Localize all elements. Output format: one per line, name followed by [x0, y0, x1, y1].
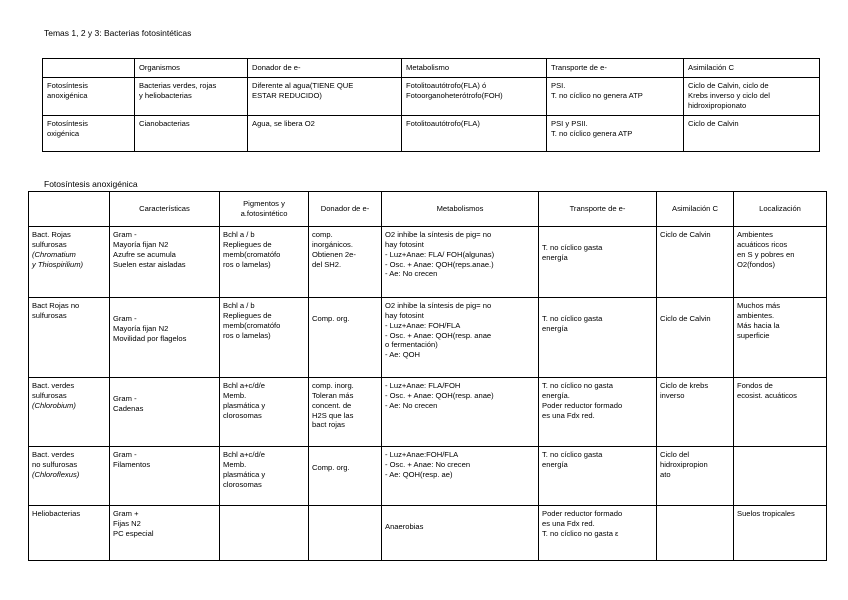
text-line: Ciclo de Calvin [688, 119, 739, 128]
text-line: Fondos de [737, 381, 773, 390]
text-line: acuáticos ricos [737, 239, 788, 249]
summary-header-row [43, 59, 820, 78]
text-line: Mayoría fijan N2 [113, 239, 169, 249]
text-line: y heliobacterias [139, 90, 192, 100]
text-line: clorosomas [223, 479, 262, 489]
text-line: Poder reductor formado [542, 400, 623, 410]
text-line: Krebs inverso y ciclo del [688, 90, 770, 100]
text-line: es una Fdx red. [542, 410, 595, 420]
transporte-cell [539, 506, 657, 561]
donador-cell [309, 506, 382, 561]
species-line: y Thiospirilium) [32, 259, 84, 269]
document-title: Temas 1, 2 y 3: Bacterias fotosintéticas [44, 28, 192, 38]
text-line: Comp. org. [312, 314, 350, 323]
text-line: sulfurosas [32, 239, 67, 249]
text-line: sulfurosas [32, 310, 67, 320]
text-line: Ciclo de Calvin [660, 314, 711, 323]
text-line: T. no cíclico gasta [542, 243, 603, 252]
text-line: inverso [660, 390, 685, 400]
text-line: Bacterias verdes, rojas [139, 81, 217, 90]
text-line: - Osc. + Anae: QOH(resp. anae) [385, 390, 494, 400]
summary-header-cell: Asimilación C [684, 59, 820, 78]
text-line: Azufre se acumula [113, 249, 176, 259]
transporte-cell [547, 116, 684, 152]
asimilacion-cell [657, 378, 734, 447]
text-line: Toleran más [312, 390, 354, 400]
summary-row [43, 116, 820, 152]
donador-cell [309, 227, 382, 298]
caracteristicas-cell [110, 447, 220, 506]
transporte-cell [539, 227, 657, 298]
text-line: ros o lamelas) [223, 330, 271, 340]
text-line: Comp. org. [312, 463, 350, 472]
text-line: concent. de [312, 400, 352, 410]
anoxigenic-row [29, 227, 827, 298]
text-line: ato [660, 469, 671, 479]
row-name-cell [43, 78, 135, 116]
text-line: hay fotosint [385, 239, 424, 249]
text-line: - Osc. + Anae: No crecen [385, 459, 471, 469]
text-line: Diferente al agua(TIENE QUE [252, 81, 354, 90]
text-line: Gram - [113, 314, 137, 323]
text-line: Bchl a / b [223, 301, 255, 310]
text-line: no sulfurosas [32, 459, 78, 469]
text-line: T. no cíclico gasta [542, 314, 603, 323]
localizacion-cell [734, 378, 827, 447]
text-line: Ambientes [737, 230, 773, 239]
text-line: - Luz+Anae: FLA/FOH [385, 381, 461, 390]
row-name-cell [29, 506, 110, 561]
donador-cell [248, 116, 402, 152]
text-line: - Ae: No crecen [385, 400, 438, 410]
asimilacion-cell [657, 506, 734, 561]
asimilacion-cell [657, 298, 734, 378]
anoxigenic-header-cell: Características [110, 192, 220, 227]
text-line: Bchl a / b [223, 230, 255, 239]
text-line: Fotosíntesis [47, 81, 88, 90]
text-line: hidroxipropionato [688, 100, 747, 110]
text-line: PSI. [551, 81, 566, 90]
transporte-cell [539, 298, 657, 378]
text-line: ESTAR REDUCIDO) [252, 90, 322, 100]
text-line: T. no cíclico gasta [542, 450, 603, 459]
text-line: T. no cíclico no genera ATP [551, 90, 643, 100]
text-line: O2(fondos) [737, 259, 775, 269]
metabolismo-cell [402, 116, 547, 152]
text-line: Ciclo de Calvin, ciclo de [688, 81, 769, 90]
text-line: Gram - [113, 230, 137, 239]
text-line: Bact. verdes [32, 381, 75, 390]
row-name-cell [29, 378, 110, 447]
asimilacion-cell [684, 78, 820, 116]
text-line: energía [542, 459, 568, 469]
summary-header-cell [43, 59, 135, 78]
text-line: T. no cíclico genera ATP [551, 128, 633, 138]
text-line: ambientes. [737, 310, 775, 320]
text-line: - Luz+Anae: FLA/ FOH(algunas) [385, 249, 495, 259]
text-line: O2 inhibe la síntesis de pig= no [385, 301, 492, 310]
text-line: Heliobacterias [32, 509, 81, 518]
text-line: Fijas N2 [113, 518, 141, 528]
text-line: energía. [542, 390, 570, 400]
section-subtitle: Fotosíntesis anoxigénica [44, 179, 138, 189]
summary-header-cell: Metabolismo [402, 59, 547, 78]
text-line: Cadenas [113, 403, 144, 413]
text-line: comp. inorg. [312, 381, 354, 390]
text-line: plasmática y [223, 469, 266, 479]
text-line: es una Fdx red. [542, 518, 595, 528]
text-line: anoxigénica [47, 90, 88, 100]
donador-cell [309, 378, 382, 447]
text-line: ros o lamelas) [223, 259, 271, 269]
text-line: en S y pobres en [737, 249, 795, 259]
summary-header-cell: Donador de e- [248, 59, 402, 78]
anoxigenic-table [28, 191, 827, 561]
text-line: Ciclo del [660, 450, 690, 459]
localizacion-cell [734, 506, 827, 561]
text-line: clorosomas [223, 410, 262, 420]
text-line: Ciclo de krebs [660, 381, 709, 390]
row-name-cell [29, 227, 110, 298]
metabolismos-cell [382, 447, 539, 506]
text-line: Gram + [113, 509, 139, 518]
anoxigenic-header-cell [29, 192, 110, 227]
text-line: Bact Rojas no [32, 301, 80, 310]
summary-table [42, 58, 820, 152]
text-line: hidroxipropion [660, 459, 708, 469]
transporte-cell [547, 78, 684, 116]
anoxigenic-row [29, 378, 827, 447]
text-line: Fotolitoautótrofo(FLA) ó [406, 81, 487, 90]
row-name-cell [29, 447, 110, 506]
text-line: - Ae: No crecen [385, 269, 438, 279]
anoxigenic-header-cell: Donador de e- [309, 192, 382, 227]
text-line: memb(cromatófo [223, 320, 281, 330]
text-line: Fotoorganoheterótrofo(FOH) [406, 90, 503, 100]
species-line: (Chlorobium) [32, 400, 76, 410]
caracteristicas-cell [110, 298, 220, 378]
anoxigenic-row [29, 506, 827, 561]
text-line: superficie [737, 330, 770, 340]
text-line: - Luz+Anae: FOH/FLA [385, 320, 461, 330]
text-line: Memb. [223, 459, 247, 469]
anoxigenic-row [29, 447, 827, 506]
text-line: Mayoría fijan N2 [113, 323, 169, 333]
anoxigenic-header-cell: Asimilación C [657, 192, 734, 227]
text-line: O2 inhibe la síntesis de pig= no [385, 230, 492, 239]
text-line: - Ae: QOH [385, 350, 421, 360]
text-line: Filamentos [113, 459, 151, 469]
transporte-cell [539, 447, 657, 506]
summary-header-cell: Organismos [135, 59, 248, 78]
metabolismos-cell [382, 227, 539, 298]
text-line: PSI y PSII. [551, 119, 588, 128]
localizacion-cell [734, 298, 827, 378]
localizacion-cell [734, 227, 827, 298]
text-line: - Osc. + Anae: QOH(reps.anae.) [385, 259, 494, 269]
text-line: PC especial [113, 528, 154, 538]
pigmentos-cell [220, 506, 309, 561]
pigmentos-cell [220, 227, 309, 298]
text-line: Suelos tropicales [737, 509, 795, 518]
text-line: plasmática y [223, 400, 266, 410]
text-line: memb(cromatófo [223, 249, 281, 259]
text-line: Obtienen 2e- [312, 249, 356, 259]
text-line: T. no cíclico no gasta ε [542, 528, 619, 538]
text-line: Fotolitoautótrofo(FLA) [406, 119, 480, 128]
text-line: - Ae: QOH(resp. ae) [385, 469, 453, 479]
row-name-cell [43, 116, 135, 152]
text-line: T. no cíclico no gasta [542, 381, 613, 390]
text-line: Bact. verdes [32, 450, 75, 459]
summary-header-cell: Transporte de e- [547, 59, 684, 78]
asimilacion-cell [657, 227, 734, 298]
donador-cell [309, 447, 382, 506]
caracteristicas-cell [110, 227, 220, 298]
text-line: Muchos más [737, 301, 781, 310]
text-line: ecosist. acuáticos [737, 390, 797, 400]
text-line: Cianobacterias [139, 119, 190, 128]
text-line: Poder reductor formado [542, 509, 623, 518]
row-name-cell [29, 298, 110, 378]
organismos-cell [135, 116, 248, 152]
metabolismos-cell [382, 506, 539, 561]
text-line: Memb. [223, 390, 247, 400]
text-line: Bchl a+c/d/e [223, 450, 266, 459]
text-line: comp. [312, 230, 333, 239]
metabolismos-cell [382, 378, 539, 447]
anoxigenic-header-row [29, 192, 827, 227]
text-line: Fotosíntesis [47, 119, 88, 128]
text-line: Anaerobias [385, 522, 424, 531]
anoxigenic-header-cell: Metabolismos [382, 192, 539, 227]
text-line: Bact. Rojas [32, 230, 71, 239]
transporte-cell [539, 378, 657, 447]
text-line: Gram - [113, 450, 137, 459]
text-line: H2S que las [312, 410, 354, 420]
text-line: oxigénica [47, 128, 80, 138]
donador-cell [309, 298, 382, 378]
text-line: Movilidad por flagelos [113, 333, 187, 343]
anoxigenic-row [29, 298, 827, 378]
text-line: o fermentación) [385, 340, 438, 350]
text-line: bact rojas [312, 420, 345, 430]
organismos-cell [135, 78, 248, 116]
text-line: sulfurosas [32, 390, 67, 400]
text-line: Repliegues de [223, 310, 272, 320]
pigmentos-cell [220, 447, 309, 506]
text-line: Suelen estar aisladas [113, 259, 186, 269]
text-line: Agua, se libera O2 [252, 119, 315, 128]
caracteristicas-cell [110, 378, 220, 447]
asimilacion-cell [657, 447, 734, 506]
caracteristicas-cell [110, 506, 220, 561]
text-line: - Luz+Anae:FOH/FLA [385, 450, 459, 459]
text-line: Más hacia la [737, 320, 780, 330]
anoxigenic-header-cell: Localización [734, 192, 827, 227]
donador-cell [248, 78, 402, 116]
asimilacion-cell [684, 116, 820, 152]
summary-row [43, 78, 820, 116]
anoxigenic-header-cell: Pigmentos y a.fotosintético [220, 192, 309, 227]
text-line: inorgánicos. [312, 239, 353, 249]
text-line: hay fotosint [385, 310, 424, 320]
text-line: Gram - [113, 394, 137, 403]
pigmentos-cell [220, 298, 309, 378]
text-line: - Osc. + Anae: QOH(resp. anae [385, 330, 492, 340]
text-line: Bchl a+c/d/e [223, 381, 266, 390]
text-line: energía [542, 323, 568, 333]
localizacion-cell [734, 447, 827, 506]
pigmentos-cell [220, 378, 309, 447]
text-line: Repliegues de [223, 239, 272, 249]
metabolismos-cell [382, 298, 539, 378]
anoxigenic-header-cell: Transporte de e- [539, 192, 657, 227]
text-line: energía [542, 252, 568, 262]
species-line: (Chromatium [32, 249, 76, 259]
metabolismo-cell [402, 78, 547, 116]
text-line: del SH2. [312, 259, 342, 269]
species-line: (Chloroflexus) [32, 469, 80, 479]
text-line: Ciclo de Calvin [660, 230, 711, 239]
